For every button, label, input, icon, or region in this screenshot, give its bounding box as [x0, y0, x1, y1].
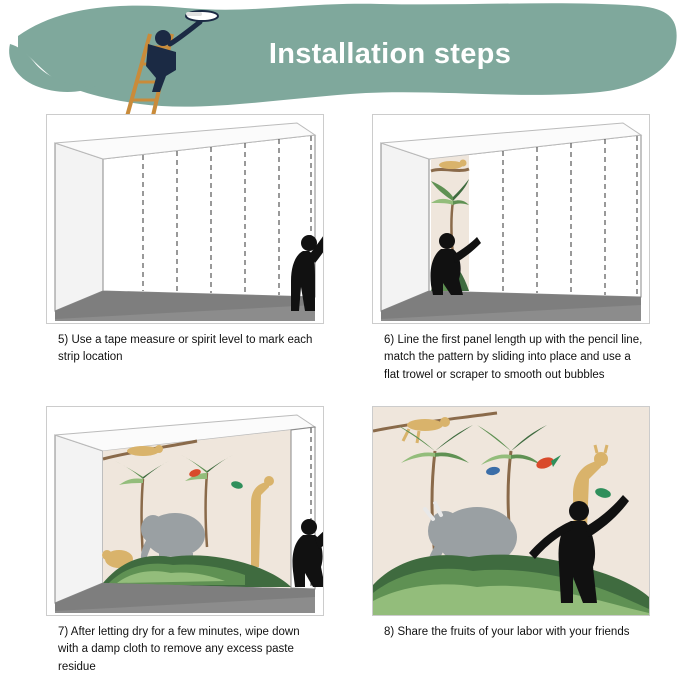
step-8-caption [372, 624, 650, 641]
step-8-image [372, 406, 650, 616]
step-7-panel [46, 406, 324, 676]
header-banner [0, 0, 679, 120]
step-5-text: Use a tape measure or spirit level to mark each strip location [58, 334, 313, 364]
step-5-caption [46, 332, 324, 367]
step-7-image [46, 406, 324, 616]
step-6-caption [372, 332, 650, 384]
step-5-image [46, 114, 324, 324]
step-8-text: Share the fruits of your labor with your friends [397, 626, 630, 638]
mural-partial [102, 430, 291, 588]
step-7-number: 7) [58, 626, 69, 638]
step-6-image [372, 114, 650, 324]
step-5-panel [46, 114, 324, 367]
step-8-panel [372, 406, 650, 641]
step-7-text: After letting dry for a few minutes, wipe down with a damp cloth to remove any excess paste residue [58, 626, 300, 673]
step-6-text: Line the first panel length up with the pencil line, match the pattern by sliding into place and use a flat trowel or scraper to smooth out bubbles [384, 334, 643, 381]
step-6-panel [372, 114, 650, 384]
step-7-caption [46, 624, 324, 676]
page-title: Installation steps [268, 38, 512, 70]
step-6-number: 6) [384, 334, 395, 346]
step-8-number: 8) [384, 626, 395, 638]
step-5-number: 5) [58, 334, 69, 346]
